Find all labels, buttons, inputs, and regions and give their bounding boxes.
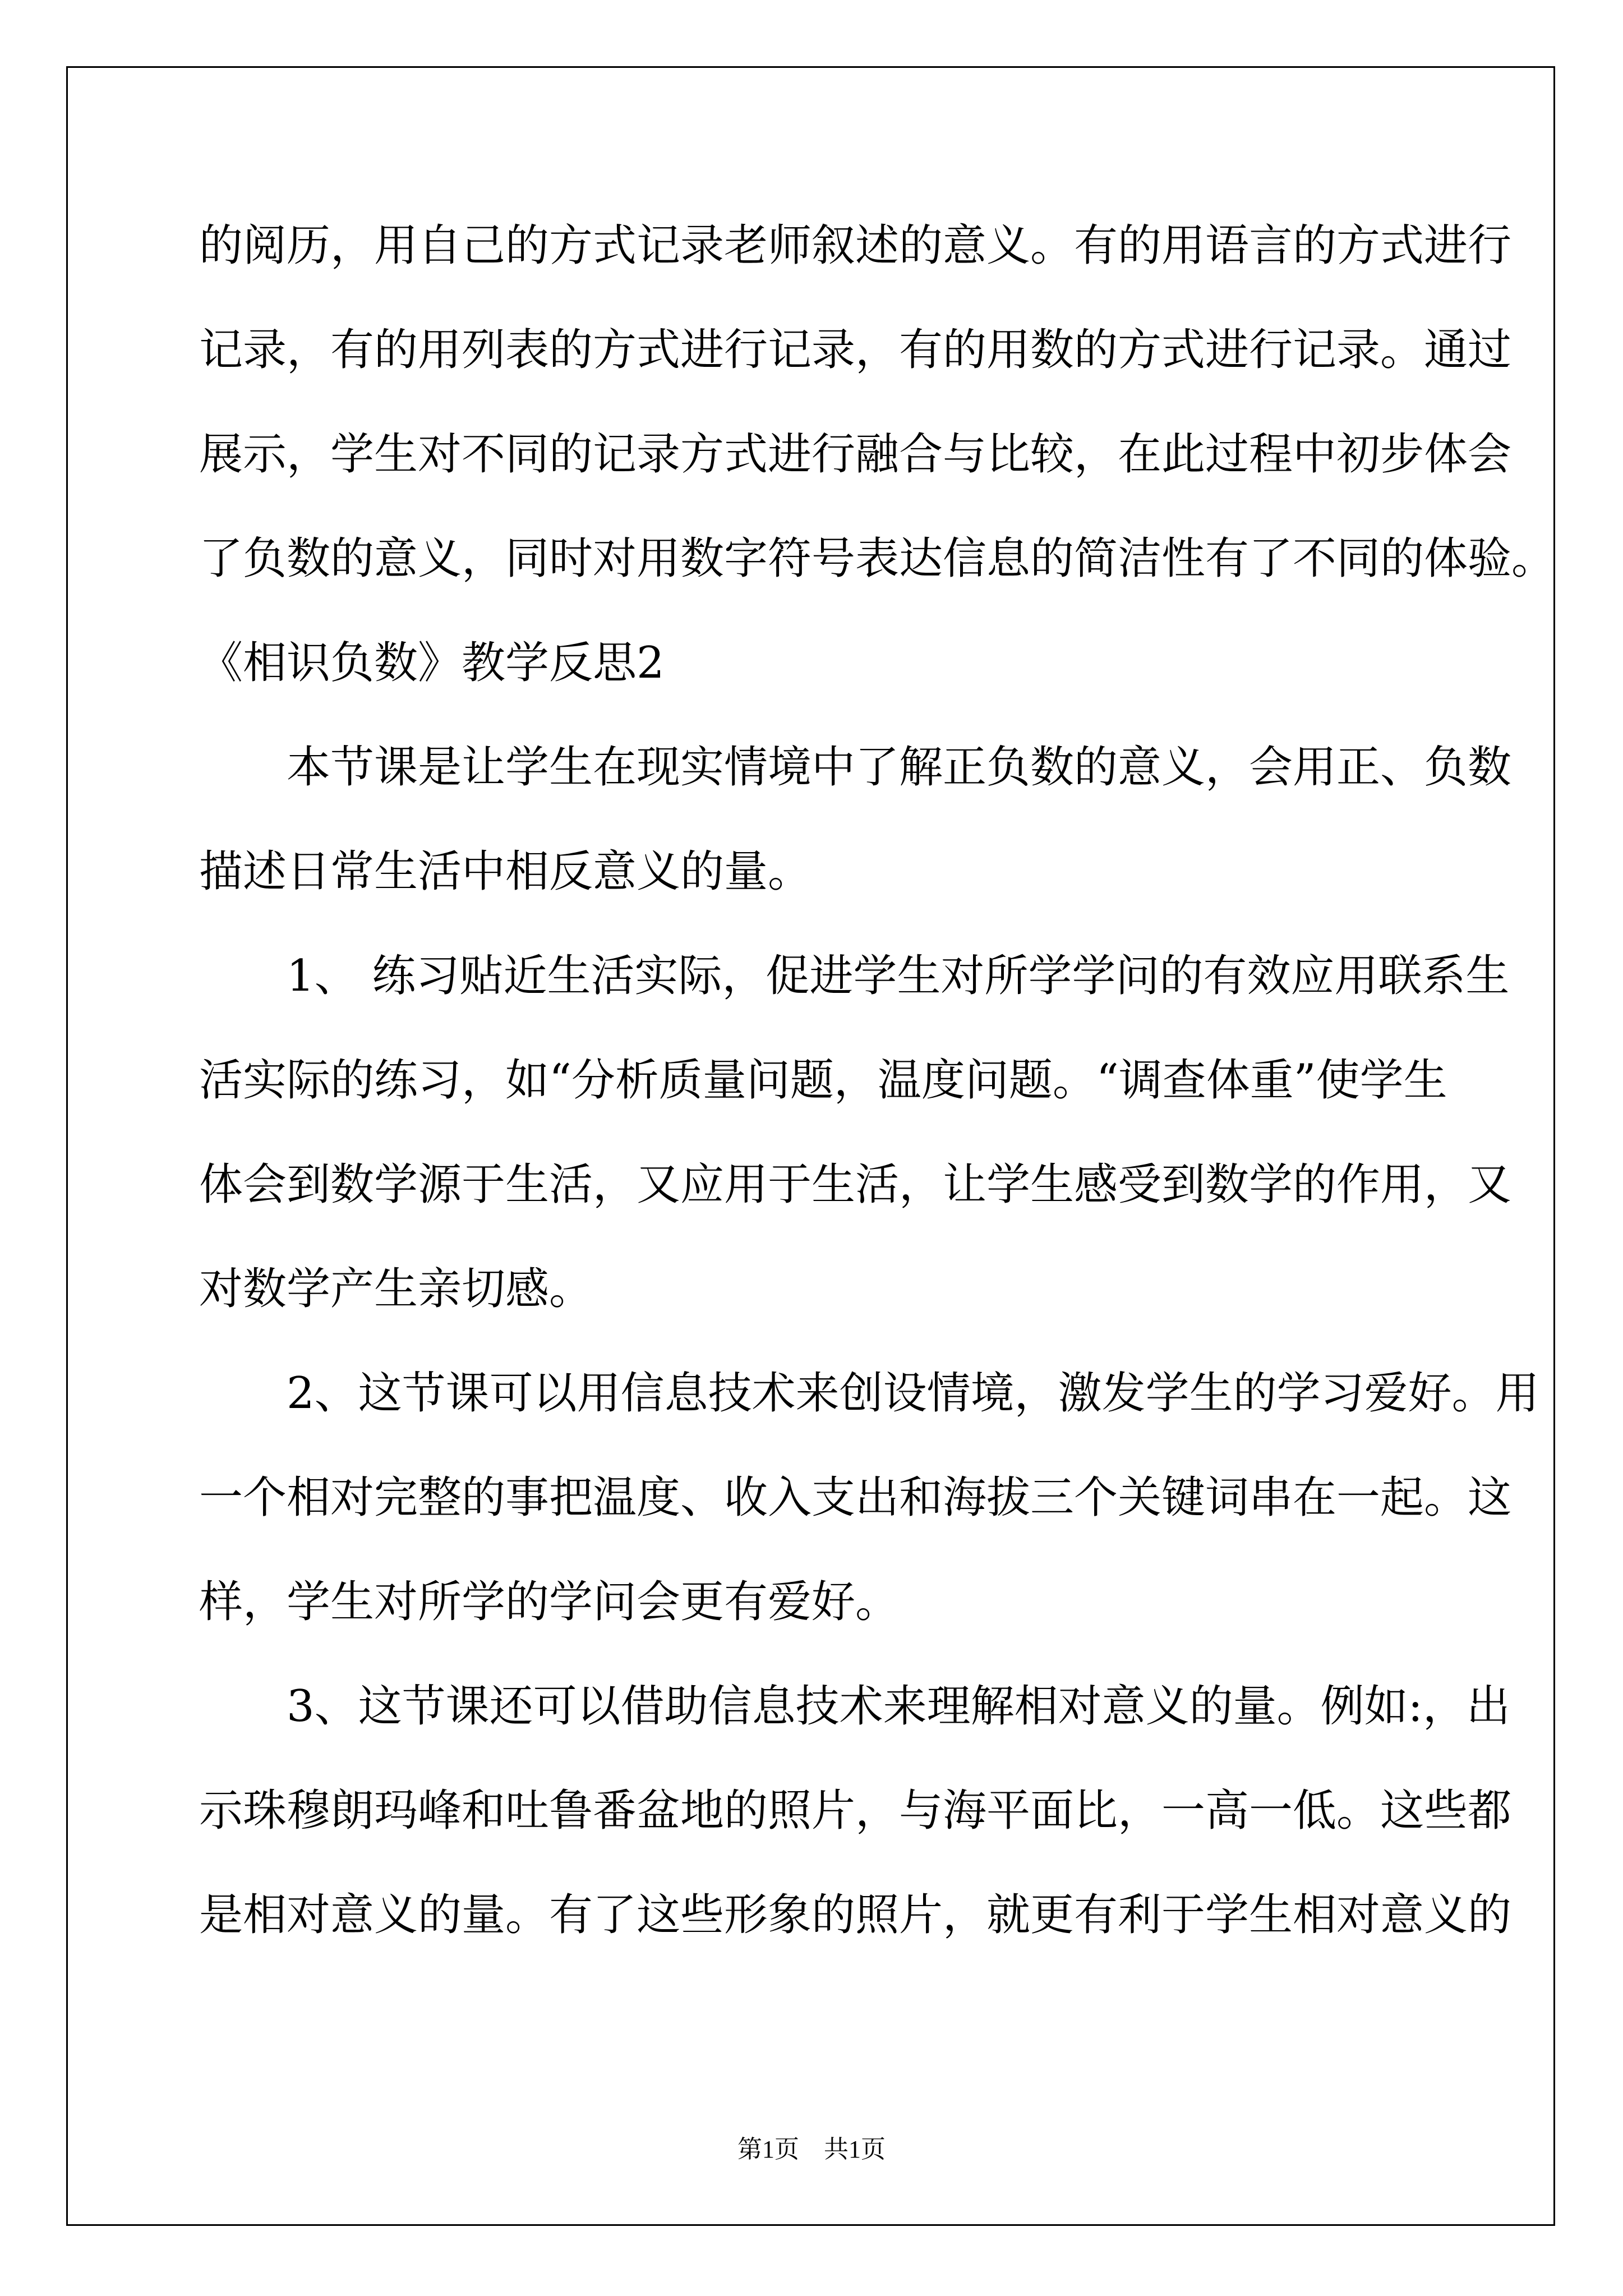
page-footer: 第1页 共1页 — [737, 2136, 886, 2163]
text-line: 了负数的意义，同时对用数字符号表达信息的简洁性有了不同的体验。 — [199, 533, 1556, 584]
text-line: 体会到数学源于生活，又应用于生活，让学生感受到数学的作用，又 — [199, 1159, 1512, 1210]
text-line: 2、这节课可以用信息技术来创设情境，激发学生的学习爱好。用 — [199, 1368, 1539, 1419]
text-line: 记录，有的用列表的方式进行记录，有的用数的方式进行记录。通过 — [199, 325, 1512, 375]
text-line: 3、这节课还可以借助信息技术来理解相对意义的量。例如:，出 — [199, 1681, 1510, 1732]
text-line: 是相对意义的量。有了这些形象的照片，就更有利于学生相对意义的 — [199, 1890, 1512, 1940]
text-line: 描述日常生活中相反意义的量。 — [199, 846, 812, 897]
text-line: 一个相对完整的事把温度、收入支出和海拔三个关键词串在一起。这 — [199, 1473, 1512, 1523]
text-line: 对数学产生亲切感。 — [199, 1264, 593, 1314]
text-line: 1、 练习贴近生活实际，促进学生对所学学问的有效应用联系生 — [199, 951, 1510, 1001]
text-line: 本节课是让学生在现实情境中了解正负数的意义，会用正、负数 — [199, 742, 1512, 793]
section-heading: 《相识负数》教学反思2 — [199, 638, 665, 688]
text-line: 展示，学生对不同的记录方式进行融合与比较，在此过程中初步体会 — [199, 429, 1512, 480]
text-line: 的阅历，用自己的方式记录老师叙述的意义。有的用语言的方式进行 — [199, 220, 1512, 271]
text-line: 示珠穆朗玛峰和吐鲁番盆地的照片，与海平面比，一高一低。这些都 — [199, 1786, 1512, 1836]
text-line: 活实际的练习，如“分析质量问题，温度问题。“调查体重”使学生 — [199, 1055, 1447, 1106]
text-line: 样，学生对所学的学问会更有爱好。 — [199, 1577, 900, 1627]
